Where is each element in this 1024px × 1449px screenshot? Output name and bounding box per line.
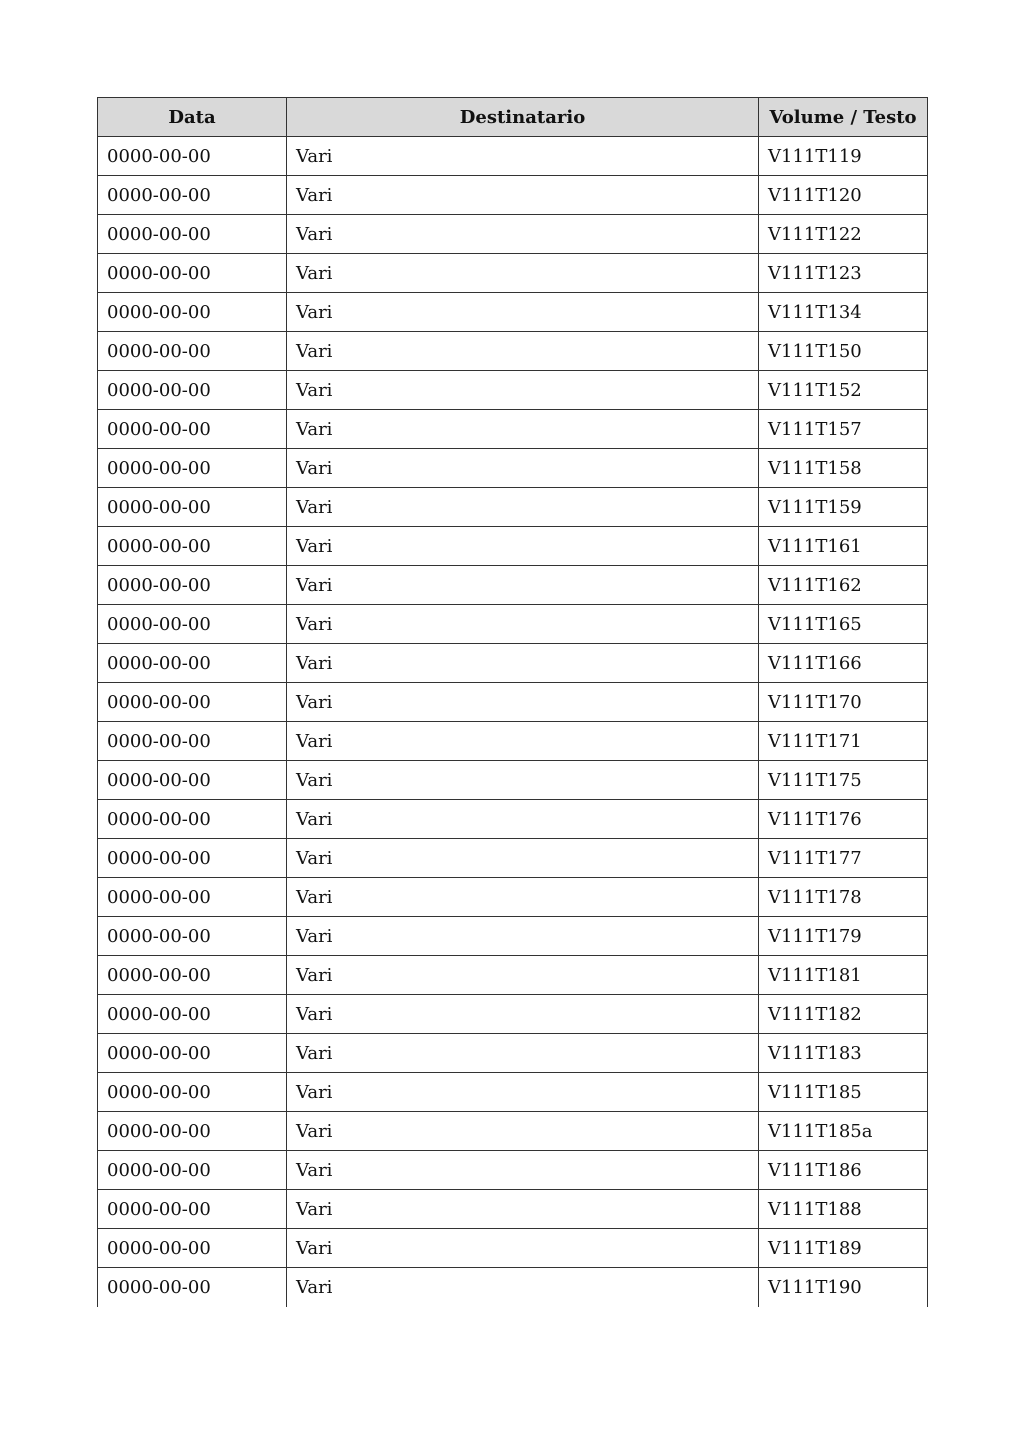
cell-data: 0000-00-00 <box>98 332 287 371</box>
cell-destinatario: Vari <box>287 722 759 761</box>
cell-volume-testo: V111T119 <box>759 137 928 176</box>
cell-destinatario: Vari <box>287 1112 759 1151</box>
header-row <box>98 98 928 137</box>
cell-destinatario: Vari <box>287 215 759 254</box>
cell-destinatario: Vari <box>287 566 759 605</box>
cell-volume-testo: V111T182 <box>759 995 928 1034</box>
cell-data: 0000-00-00 <box>98 410 287 449</box>
table-body <box>98 137 928 1307</box>
cell-data: 0000-00-00 <box>98 605 287 644</box>
cell-destinatario: Vari <box>287 1073 759 1112</box>
cell-destinatario: Vari <box>287 1190 759 1229</box>
cell-volume-testo: V111T186 <box>759 1151 928 1190</box>
cell-destinatario: Vari <box>287 449 759 488</box>
cell-volume-testo: V111T178 <box>759 878 928 917</box>
table-row <box>98 605 928 644</box>
table-row <box>98 332 928 371</box>
cell-data: 0000-00-00 <box>98 683 287 722</box>
cell-destinatario: Vari <box>287 176 759 215</box>
cell-volume-testo: V111T170 <box>759 683 928 722</box>
table-row <box>98 527 928 566</box>
cell-volume-testo: V111T123 <box>759 254 928 293</box>
cell-volume-testo: V111T122 <box>759 215 928 254</box>
cell-volume-testo: V111T179 <box>759 917 928 956</box>
header-destinatario: Destinatario <box>287 98 759 137</box>
cell-data: 0000-00-00 <box>98 644 287 683</box>
cell-data: 0000-00-00 <box>98 527 287 566</box>
cell-destinatario: Vari <box>287 839 759 878</box>
cell-destinatario: Vari <box>287 800 759 839</box>
header-volume-testo: Volume / Testo <box>759 98 928 137</box>
table-row <box>98 644 928 683</box>
table-row <box>98 137 928 176</box>
table-row <box>98 176 928 215</box>
table-row <box>98 995 928 1034</box>
cell-volume-testo: V111T161 <box>759 527 928 566</box>
cell-data: 0000-00-00 <box>98 956 287 995</box>
table-row <box>98 1229 928 1268</box>
table-row <box>98 371 928 410</box>
cell-data: 0000-00-00 <box>98 488 287 527</box>
cell-volume-testo: V111T175 <box>759 761 928 800</box>
cell-volume-testo: V111T171 <box>759 722 928 761</box>
cell-destinatario: Vari <box>287 254 759 293</box>
cell-data: 0000-00-00 <box>98 449 287 488</box>
cell-destinatario: Vari <box>287 1034 759 1073</box>
table-row <box>98 410 928 449</box>
cell-volume-testo: V111T166 <box>759 644 928 683</box>
cell-data: 0000-00-00 <box>98 917 287 956</box>
cell-destinatario: Vari <box>287 137 759 176</box>
cell-destinatario: Vari <box>287 293 759 332</box>
table-row <box>98 839 928 878</box>
cell-volume-testo: V111T190 <box>759 1268 928 1307</box>
table-row <box>98 1073 928 1112</box>
cell-volume-testo: V111T165 <box>759 605 928 644</box>
cell-volume-testo: V111T134 <box>759 293 928 332</box>
cell-destinatario: Vari <box>287 956 759 995</box>
cell-volume-testo: V111T185 <box>759 1073 928 1112</box>
cell-destinatario: Vari <box>287 761 759 800</box>
table-row <box>98 1112 928 1151</box>
table-row <box>98 878 928 917</box>
cell-volume-testo: V111T120 <box>759 176 928 215</box>
cell-data: 0000-00-00 <box>98 566 287 605</box>
cell-data: 0000-00-00 <box>98 1151 287 1190</box>
cell-data: 0000-00-00 <box>98 878 287 917</box>
cell-data: 0000-00-00 <box>98 293 287 332</box>
cell-destinatario: Vari <box>287 332 759 371</box>
cell-destinatario: Vari <box>287 878 759 917</box>
cell-volume-testo: V111T159 <box>759 488 928 527</box>
cell-destinatario: Vari <box>287 488 759 527</box>
cell-destinatario: Vari <box>287 1229 759 1268</box>
table-row <box>98 761 928 800</box>
table-row <box>98 722 928 761</box>
table-row <box>98 1151 928 1190</box>
cell-data: 0000-00-00 <box>98 254 287 293</box>
cell-volume-testo: V111T183 <box>759 1034 928 1073</box>
cell-destinatario: Vari <box>287 605 759 644</box>
table-header <box>98 98 928 137</box>
table-row <box>98 566 928 605</box>
cell-data: 0000-00-00 <box>98 839 287 878</box>
cell-volume-testo: V111T188 <box>759 1190 928 1229</box>
cell-data: 0000-00-00 <box>98 137 287 176</box>
cell-data: 0000-00-00 <box>98 1073 287 1112</box>
cell-volume-testo: V111T185a <box>759 1112 928 1151</box>
cell-destinatario: Vari <box>287 683 759 722</box>
cell-destinatario: Vari <box>287 917 759 956</box>
cell-data: 0000-00-00 <box>98 1112 287 1151</box>
cell-destinatario: Vari <box>287 644 759 683</box>
cell-data: 0000-00-00 <box>98 215 287 254</box>
table-row <box>98 215 928 254</box>
table-row <box>98 449 928 488</box>
cell-volume-testo: V111T181 <box>759 956 928 995</box>
cell-data: 0000-00-00 <box>98 1034 287 1073</box>
cell-volume-testo: V111T177 <box>759 839 928 878</box>
cell-data: 0000-00-00 <box>98 761 287 800</box>
cell-volume-testo: V111T162 <box>759 566 928 605</box>
cell-volume-testo: V111T157 <box>759 410 928 449</box>
cell-volume-testo: V111T189 <box>759 1229 928 1268</box>
table-row <box>98 293 928 332</box>
table-row <box>98 1034 928 1073</box>
cell-data: 0000-00-00 <box>98 176 287 215</box>
cell-volume-testo: V111T176 <box>759 800 928 839</box>
table-row <box>98 254 928 293</box>
table-row <box>98 1190 928 1229</box>
table-row <box>98 917 928 956</box>
cell-destinatario: Vari <box>287 1151 759 1190</box>
table-row <box>98 683 928 722</box>
cell-destinatario: Vari <box>287 995 759 1034</box>
cell-destinatario: Vari <box>287 371 759 410</box>
table-row <box>98 956 928 995</box>
table-row <box>98 488 928 527</box>
cell-destinatario: Vari <box>287 1268 759 1307</box>
cell-volume-testo: V111T152 <box>759 371 928 410</box>
cell-data: 0000-00-00 <box>98 722 287 761</box>
cell-volume-testo: V111T150 <box>759 332 928 371</box>
cell-data: 0000-00-00 <box>98 800 287 839</box>
cell-data: 0000-00-00 <box>98 1229 287 1268</box>
table-row <box>98 1268 928 1307</box>
cell-data: 0000-00-00 <box>98 1268 287 1307</box>
letters-table <box>97 97 928 1307</box>
cell-data: 0000-00-00 <box>98 995 287 1034</box>
cell-destinatario: Vari <box>287 527 759 566</box>
cell-data: 0000-00-00 <box>98 371 287 410</box>
header-data: Data <box>98 98 287 137</box>
cell-destinatario: Vari <box>287 410 759 449</box>
cell-volume-testo: V111T158 <box>759 449 928 488</box>
table-row <box>98 800 928 839</box>
cell-data: 0000-00-00 <box>98 1190 287 1229</box>
